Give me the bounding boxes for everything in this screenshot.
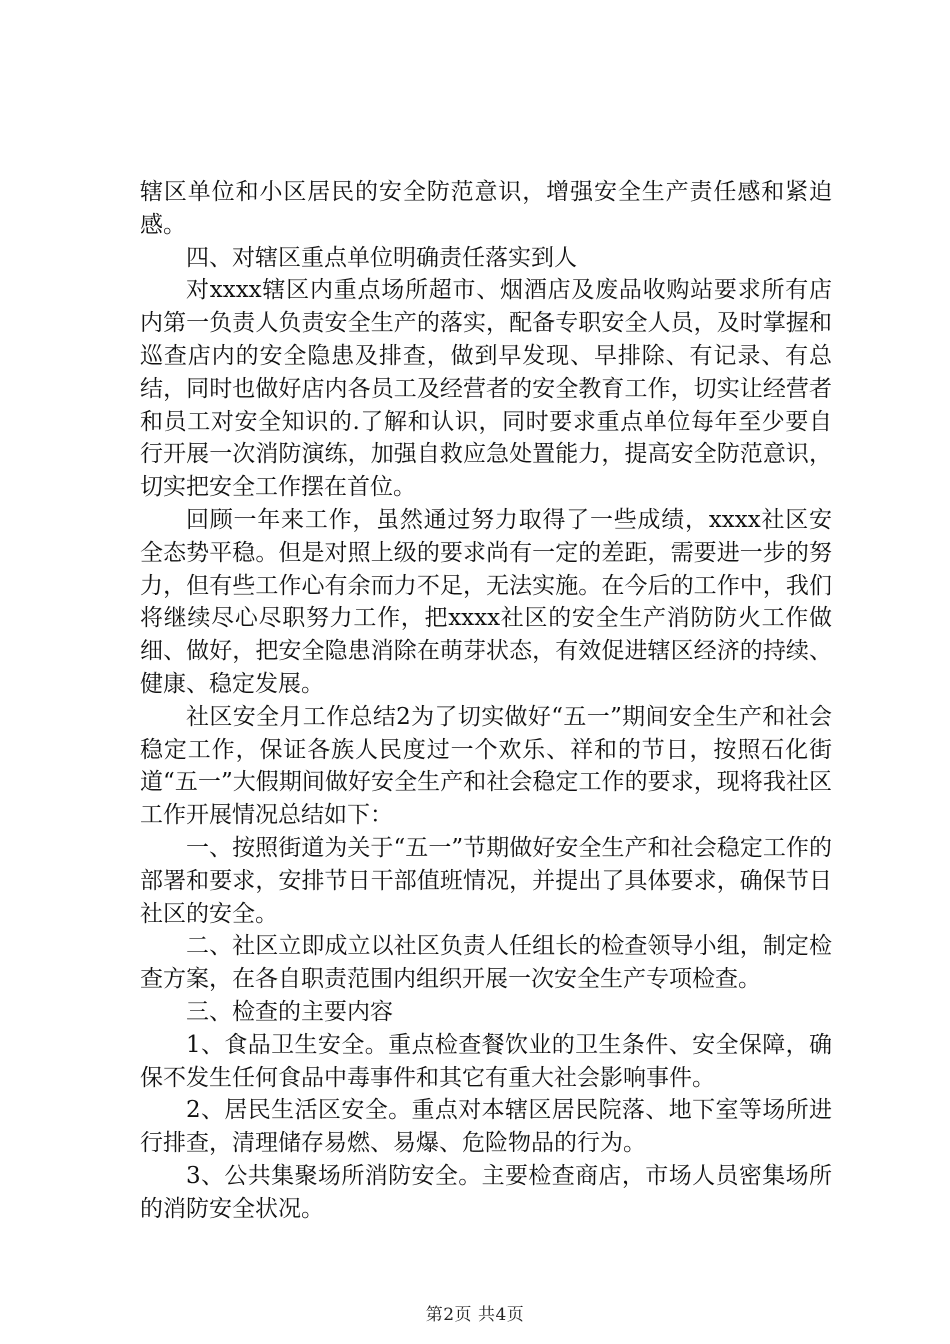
paragraph-key-units: 对xxxx辖区内重点场所超市、烟酒店及废品收购站要求所有店内第一负责人负责安全生产的落实，配备专职安全人员，及时掌握和巡查店内的安全隐患及排查，做到早发现、早排除、有记录、有总结，同时也做好店内各员工及经营者的安全教育工作，切实让经营者和员工对安全知识的.了解和认识，同时要求重点单位每年至少要自行开展一次消防演练，加强自救应急处置能力，提高安全防范意识，切实把安全工作摆在首位。: [140, 277, 832, 501]
list-item-public-fire-safety: 3、公共集聚场所消防安全。主要检查商店，市场人员密集场所的消防安全状况。: [140, 1162, 832, 1222]
paragraph-summary-2-intro: 社区安全月工作总结2为了切实做好“五一”期间安全生产和社会稳定工作，保证各族人民度过一个欢乐、祥和的节日，按照石化街道“五一”大假期间做好安全生产和社会稳定工作的要求，现将我社区工作开展情况总结如下：: [140, 703, 832, 829]
section-heading-3: 三、检查的主要内容: [186, 998, 393, 1025]
list-item-food-safety: 1、食品卫生安全。重点检查餐饮业的卫生条件、安全保障，确保不发生任何食品中毒事件和其它有重大社会影响事件。: [140, 1031, 832, 1091]
paragraph-continuation: 辖区单位和小区居民的安全防范意识，增强安全生产责任感和紧迫感。: [140, 179, 832, 238]
paragraph-item-2: 二、社区立即成立以社区负责人任组长的检查领导小组，制定检查方案，在各自职责范围内组织开展一次安全生产专项检查。: [140, 933, 832, 993]
document-body: [140, 176, 832, 1226]
paragraph-item-1: 一、按照街道为关于“五一”节期做好安全生产和社会稳定工作的部署和要求，安排节日干部值班情况，并提出了具体要求，确保节日社区的安全。: [140, 834, 832, 927]
paragraph-review: 回顾一年来工作，虽然通过努力取得了一些成绩，xxxx社区安全态势平稳。但是对照上级的要求尚有一定的差距，需要进一步的努力，但有些工作心有余而力不足，无法实施。在今后的工作中，我们将继续尽心尽职努力工作，把xxxx社区的安全生产消防防火工作做细、做好，把安全隐患消除在萌芽状态，有效促进辖区经济的持续、健康、稳定发展。: [140, 506, 832, 697]
page-footer: 第2页 共4页: [425, 1305, 525, 1325]
section-heading-4: 四、对辖区重点单位明确责任落实到人: [186, 244, 577, 271]
list-item-residential-safety: 2、居民生活区安全。重点对本辖区居民院落、地下室等场所进行排查，清理储存易燃、易爆、危险物品的行为。: [140, 1097, 832, 1157]
